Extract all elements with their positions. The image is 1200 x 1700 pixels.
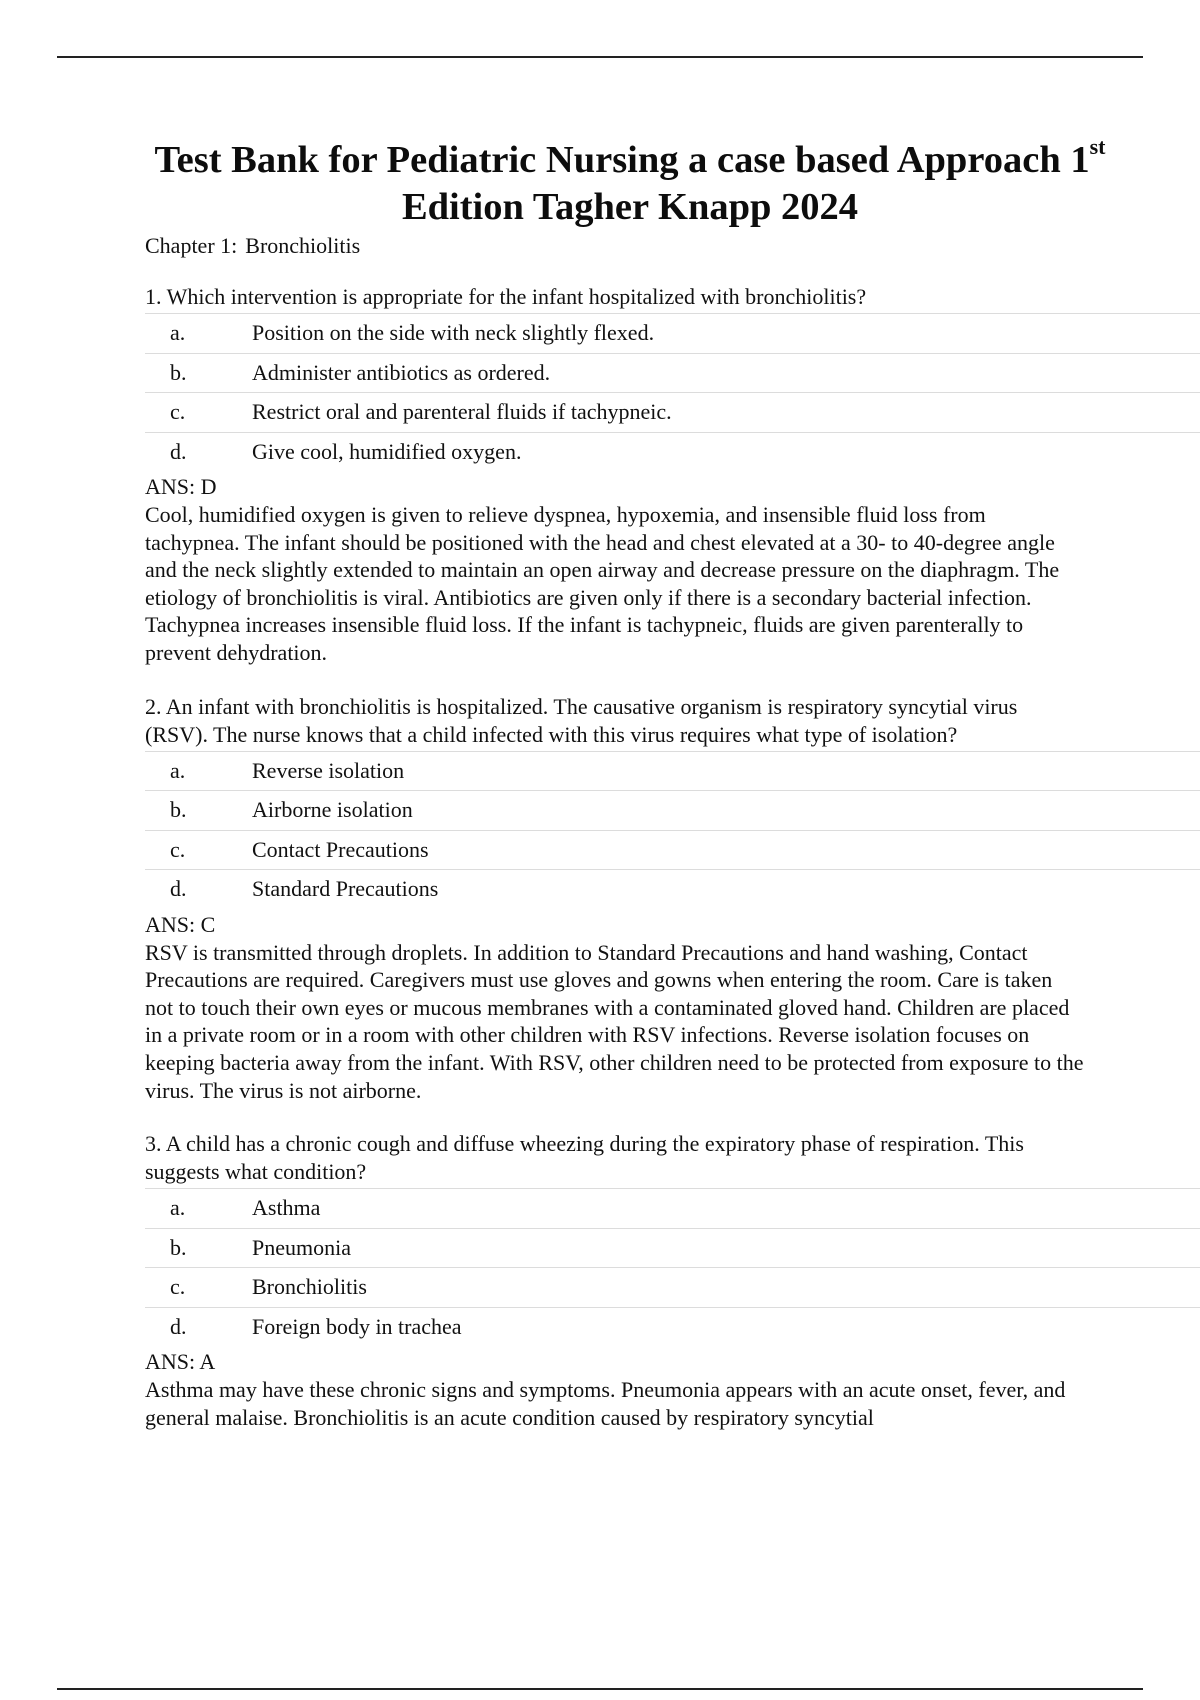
title-superscript: st xyxy=(1089,134,1106,160)
chapter-heading xyxy=(145,232,1200,260)
question-2 xyxy=(145,693,1200,1105)
option-c xyxy=(145,1268,1200,1308)
rationale: Cool, humidified oxygen is given to relieve dyspnea, hypoxemia, and insensible fluid loss from tachypnea. The infant should be positioned with the head and chest elevated at a 30- to 40-degree angle and the neck slightly extended to maintain an open airway and decrease pressure on the diaphragm. The etiology of bronchiolitis is viral. Antibiotics are given only if there is a secondary bacterial infection. Tachypnea increases insensible fluid loss. If the infant is tachypneic, fluids are given parenterally to prevent dehydration. xyxy=(145,502,1060,665)
chapter-name: Bronchiolitis xyxy=(245,233,361,258)
question-stem: 2. An infant with bronchiolitis is hospitalized. The causative organism is respiratory syncytial virus (RSV). The nurse knows that a child infected with this virus requires what type of isolation? xyxy=(145,693,1018,747)
option-text: Bronchiolitis xyxy=(252,1274,367,1300)
option-letter: a. xyxy=(170,1195,186,1221)
option-b xyxy=(145,1229,1200,1269)
option-d xyxy=(145,870,1200,909)
option-a xyxy=(145,752,1200,792)
option-text: Foreign body in trachea xyxy=(252,1313,462,1339)
option-text: Reverse isolation xyxy=(252,757,405,783)
option-text: Standard Precautions xyxy=(252,876,439,902)
answer-options xyxy=(145,751,1200,909)
option-letter: d. xyxy=(170,1313,187,1339)
title-main: Test Bank for Pediatric Nursing a case based Approach 1 xyxy=(154,139,1090,181)
option-letter: a. xyxy=(170,320,186,346)
option-text: Asthma xyxy=(252,1195,321,1221)
answer-key: ANS: C xyxy=(145,911,216,937)
question-1 xyxy=(145,283,1200,667)
answer-options xyxy=(145,1188,1200,1346)
option-letter: b. xyxy=(170,359,187,385)
answer-options xyxy=(145,313,1200,471)
option-letter: b. xyxy=(170,1234,187,1260)
option-text: Restrict oral and parenteral fluids if tachypneic. xyxy=(252,399,672,425)
option-d xyxy=(145,1308,1200,1347)
option-c xyxy=(145,393,1200,433)
option-d xyxy=(145,433,1200,472)
option-b xyxy=(145,791,1200,831)
option-text: Contact Precautions xyxy=(252,836,429,862)
question-stem: 3. A child has a chronic cough and diffuse wheezing during the expiratory phase of respiration. This suggests what condition? xyxy=(145,1131,1024,1185)
question-stem: 1. Which intervention is appropriate for the infant hospitalized with bronchiolitis? xyxy=(145,284,867,309)
option-letter: c. xyxy=(170,1274,186,1300)
rationale: Asthma may have these chronic signs and symptoms. Pneumonia appears with an acute onset, fever, and general malaise. Bronchiolitis is an acute condition caused by respiratory syncytial xyxy=(145,1377,1066,1430)
answer-key: ANS: A xyxy=(145,1349,216,1375)
option-letter: c. xyxy=(170,399,186,425)
chapter-label: Chapter 1: xyxy=(145,233,238,258)
option-b xyxy=(145,354,1200,394)
option-text: Administer antibiotics as ordered. xyxy=(252,359,551,385)
option-letter: d. xyxy=(170,876,187,902)
option-text: Give cool, humidified oxygen. xyxy=(252,438,522,464)
option-a xyxy=(145,1189,1200,1229)
option-text: Airborne isolation xyxy=(252,797,413,823)
top-rule xyxy=(57,56,1143,58)
option-text: Position on the side with neck slightly flexed. xyxy=(252,320,655,346)
option-c xyxy=(145,831,1200,871)
option-letter: c. xyxy=(170,836,186,862)
rationale: RSV is transmitted through droplets. In addition to Standard Precautions and hand washing, Contact Precautions are required. Caregivers must use gloves and gowns when entering the room. Care is taken not to touch their own eyes or mucous membranes with a contaminated gloved hand. Children are placed in a private room or in a room with other children with RSV infections. Reverse isolation focuses on keeping bacteria away from the infant. With RSV, other children need to be protected from exposure to the virus. The virus is not airborne. xyxy=(145,939,1084,1103)
option-a xyxy=(145,314,1200,354)
bottom-rule xyxy=(57,1688,1143,1690)
answer-key: ANS: D xyxy=(145,474,217,499)
document-title xyxy=(120,134,1140,231)
option-letter: b. xyxy=(170,797,187,823)
question-3 xyxy=(145,1130,1200,1431)
option-text: Pneumonia xyxy=(252,1234,351,1260)
title-line-2: Edition Tagher Knapp 2024 xyxy=(401,186,859,228)
option-letter: d. xyxy=(170,438,187,464)
document-body xyxy=(145,230,1200,1431)
option-letter: a. xyxy=(170,757,186,783)
